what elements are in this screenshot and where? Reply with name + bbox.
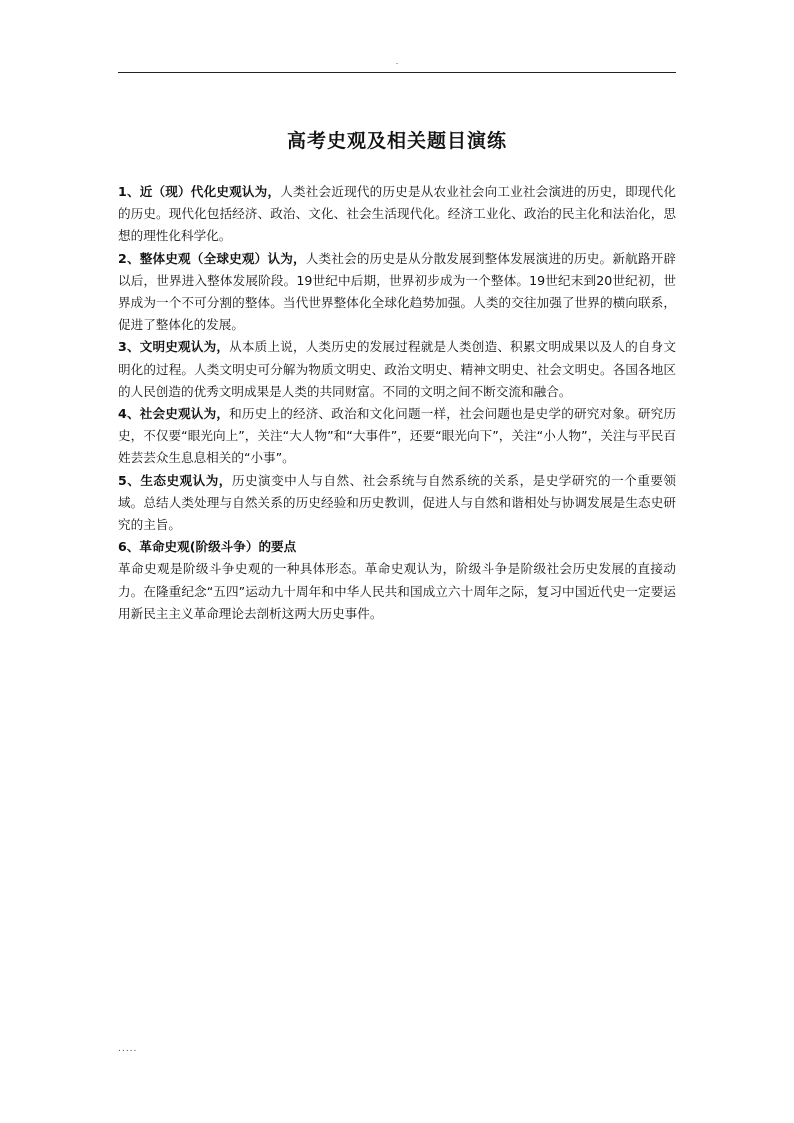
- paragraph-text: 人类社会近现代的历史是从农业社会向工业社会演进的历史，即现代化的历史。现代化包括经济、政治、文化、社会生活现代化。经济工业化、政治的民主化和法治化，思想的理性化科学化。: [118, 184, 676, 244]
- document-title: 高考史观及相关题目演练: [286, 130, 507, 152]
- paragraph-text: 革命史观是阶级斗争史观的一种具体形态。革命史观认为，阶级斗争是阶级社会历史发展的直接动力。在隆重纪念“五四”运动九十周年和中华人民共和国成立六十周年之际，复习中国近代史一定要运用新民主主义革命理论去剖析这两大历史事件。: [118, 561, 676, 621]
- paragraph-text: 从本质上说，人类历史的发展过程就是人类创造、积累文明成果以及人的自身文明化的过程。人类文明史可分解为物质文明史、政治文明史、精神文明史、社会文明史。各国各地区的人民创造的优秀文明成果是人类的共同财富。不同的文明之间不断交流和融合。: [118, 339, 676, 399]
- header-mark: .: [395, 57, 399, 66]
- footer-mark: .....: [118, 1044, 138, 1054]
- paragraph-lead: 4、社会史观认为，: [118, 406, 230, 422]
- header-rule: [118, 72, 676, 73]
- paragraph-civilization-view: [118, 336, 676, 403]
- paragraph-lead: 2、整体史观（全球史观）认为，: [118, 250, 306, 266]
- paragraph-revolution-view-body: [118, 558, 676, 625]
- document-body: [118, 181, 676, 625]
- paragraph-revolution-view-heading: [118, 536, 676, 558]
- paragraph-lead: 6、革命史观(阶级斗争）的要点: [118, 539, 297, 555]
- paragraph-text: 历史演变中人与自然、社会系统与自然系统的关系，是史学研究的一个重要领域。总结人类处理与自然关系的历史经验和历史教训，促进人与自然和谐相处与协调发展是生态史研究的主旨。: [118, 472, 677, 533]
- paragraph-lead: 5、生态史观认为，: [118, 472, 232, 488]
- paragraph-social-view: [118, 403, 676, 470]
- paragraph-holistic-view: [118, 248, 676, 337]
- paragraph-text: 和历史上的经济、政治和文化问题一样，社会问题也是史学的研究对象。研究历史，不仅要“眼光向上”，关注“大人物”和“大事件”，还要“眼光向下”，关注“小人物”，关注与平民百姓芸芸众生息息相关的“小事”。: [118, 406, 676, 466]
- paragraph-modernization-view: [118, 181, 676, 248]
- paragraph-text: 人类社会的历史是从分散发展到整体发展演进的历史。新航路开辟以后，世界进入整体发展阶段。19世纪中后期，世界初步成为一个整体。19世纪末到20世纪初，世界成为一个不可分割的整体。当代世界整体化全球化趋势加强。人类的交往加强了世界的横向联系，促进了整体化的发展。: [118, 250, 677, 333]
- paragraph-lead: 1、近（现）代化史观认为，: [118, 184, 281, 199]
- paragraph-ecological-view: [118, 470, 676, 537]
- paragraph-lead: 3、文明史观认为，: [118, 339, 230, 355]
